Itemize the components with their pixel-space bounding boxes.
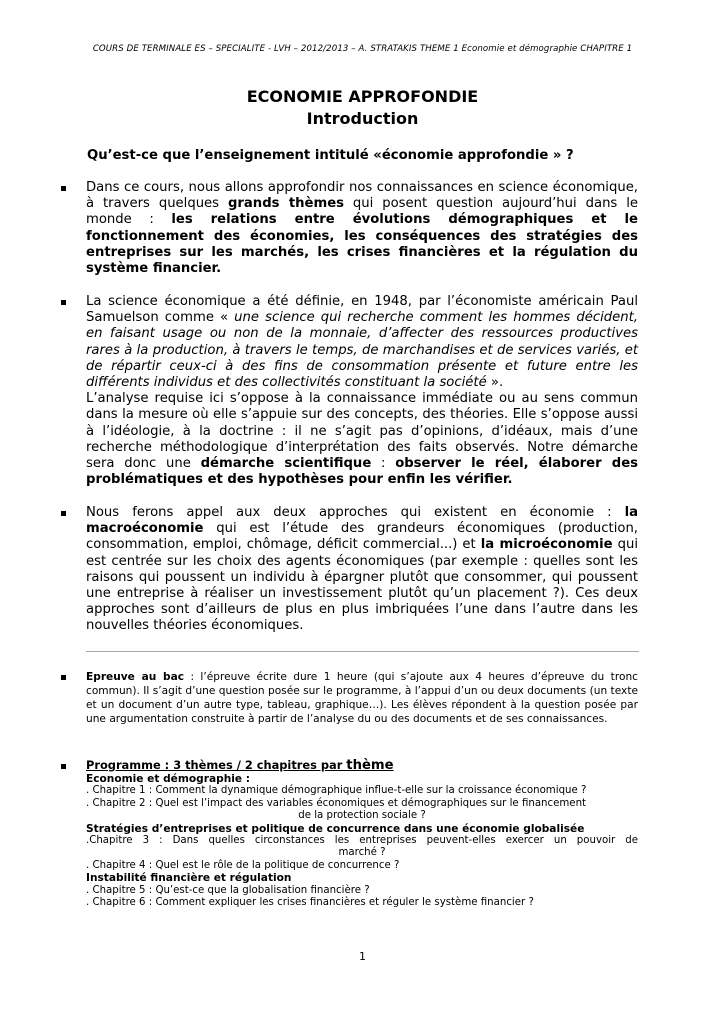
bold-span: observer le réel, élaborer des problématiques et des hypothèses pour enfin les vérifier. xyxy=(86,456,638,488)
bold-span: démarche scientifique xyxy=(200,456,372,472)
chapter-item: . Chapitre 6 : Comment expliquer les crises financières et réguler le système financier ? xyxy=(86,897,534,909)
paragraph-definition xyxy=(86,294,638,488)
bullet-square-icon xyxy=(61,764,66,769)
page-subtitle: Introduction xyxy=(306,109,419,128)
paragraph-bac xyxy=(86,670,638,726)
text-span: : l’épreuve écrite dure 1 heure (qui s’ajoute aux 4 heures d’épreuve du tronc commun). Il s’agit d’une question posée sur le programme, à l’appui d’un ou deux documents (un texte et un document d’un autre type, tableau, graphique…). Les élèves répondent à la question posée par une argumentation construite à partir de l’analyse du ou des documents et de ses connaissances. xyxy=(86,671,638,725)
text-span: qui posent question aujourd’hui dans le monde : xyxy=(86,196,638,228)
text-span: Programme : 3 thèmes / 2 chapitres par xyxy=(86,758,347,772)
page-title: ECONOMIE APPROFONDIE xyxy=(246,87,479,106)
programme-title xyxy=(86,758,638,773)
theme-heading: Instabilité financière et régulation xyxy=(86,872,292,885)
chapter-item: . Chapitre 1 : Comment la dynamique démographique influe-t-elle sur la croissance économique ? xyxy=(86,785,587,797)
section-question: Qu’est-ce que l’enseignement intitulé «économie approfondie » ? xyxy=(87,148,574,163)
chapter-item: . Chapitre 2 : Quel est l’impact des variables économiques et démographiques sur le financement xyxy=(86,797,587,809)
chapter-item: . Chapitre 5 : Qu’est-ce que la globalisation financière ? xyxy=(86,884,370,896)
bullet-square-icon xyxy=(61,186,66,191)
bold-span: Epreuve au bac xyxy=(86,671,185,683)
text-span: qui est centrée sur les choix des agents économiques (par exemple : quelles sont les raisons qui poussent un individu à épargner plutôt que consommer, qui poussent une entreprise à réaliser un investissement plutôt qu’un placement ?). Ces deux approches sont d’ailleurs de plus en plus imbriquées l’une dans l’autre dans les nouvelles théories économiques. xyxy=(86,537,638,634)
programme-section xyxy=(86,758,638,909)
paragraph-intro xyxy=(86,180,638,277)
text-span: L’analyse requise ici s’oppose à la connaissance immédiate ou au sens commun dans la mesure où elle s’appuie sur des concepts, des théories. Elle s’oppose aussi à l’idéologie, à la doctrine : il ne s’agit pas d’opinions, d’idéaux, mais d’une recherche méthodologique d’interprétation des faits observés. Notre démarche sera donc une xyxy=(86,391,638,472)
chapter-item: . Chapitre 4 : Quel est le rôle de la politique de concurrence ? xyxy=(86,859,400,871)
theme-heading: Stratégies d’entreprises et politique de concurrence dans une économie globalisée xyxy=(86,822,585,835)
paragraph-approaches xyxy=(86,505,638,635)
text-span: La science économique a été définie, en 1948, par l’économiste américain Paul Samuelson comme « xyxy=(86,294,638,326)
italic-quote: une science qui recherche comment les hommes décident, en faisant usage ou non de la monnaie, d’affecter des ressources productives rares à la production, à travers le temps, de marchandises et de services variés, et de répartir ceux-ci à des fins de consommation présente et future entre les différents individus et des collectivités constituant la société xyxy=(86,310,638,391)
chapter-item-continued: marché ? xyxy=(338,847,386,859)
bold-span: la macroéconomie xyxy=(86,505,638,537)
bullet-square-icon xyxy=(61,511,66,516)
text-span: Nous ferons appel aux deux approches qui existent en économie : xyxy=(86,505,625,520)
page-number: 1 xyxy=(359,950,366,963)
bold-span: grands thèmes xyxy=(227,196,344,212)
bullet-square-icon xyxy=(61,675,66,680)
text-span: qui est l’étude des grandeurs économiques (production, consommation, emploi, chômage, déficit commercial...) et xyxy=(86,521,638,553)
text-span: Dans ce cours, nous allons approfondir nos connaissances en science économique, à travers quelques xyxy=(86,180,638,212)
text-span: thème xyxy=(346,758,394,773)
running-header: COURS DE TERMINALE ES – SPECIALITE - LVH – 2012/2013 – A. STRATAKIS THEME 1 Economie et démographie CHAPITRE 1 xyxy=(92,44,633,54)
bold-span: les relations entre évolutions démographiques et le fonctionnement des économies, les conséquences des stratégies des entreprises sur les marchés, les crises financières et la régulation du système financier. xyxy=(86,212,638,277)
theme-heading: Economie et démographie : xyxy=(86,773,251,785)
text-span: : xyxy=(371,456,396,472)
horizontal-divider xyxy=(86,651,639,652)
chapter-item: .Chapitre 3 : Dans quelles circonstances les entreprises peuvent-elles exercer un pouvoir de xyxy=(86,835,638,847)
chapter-item-continued: de la protection sociale ? xyxy=(298,810,426,822)
text-span: ». xyxy=(486,375,504,391)
bold-span: la microéconomie xyxy=(480,537,613,553)
bullet-square-icon xyxy=(61,300,66,305)
